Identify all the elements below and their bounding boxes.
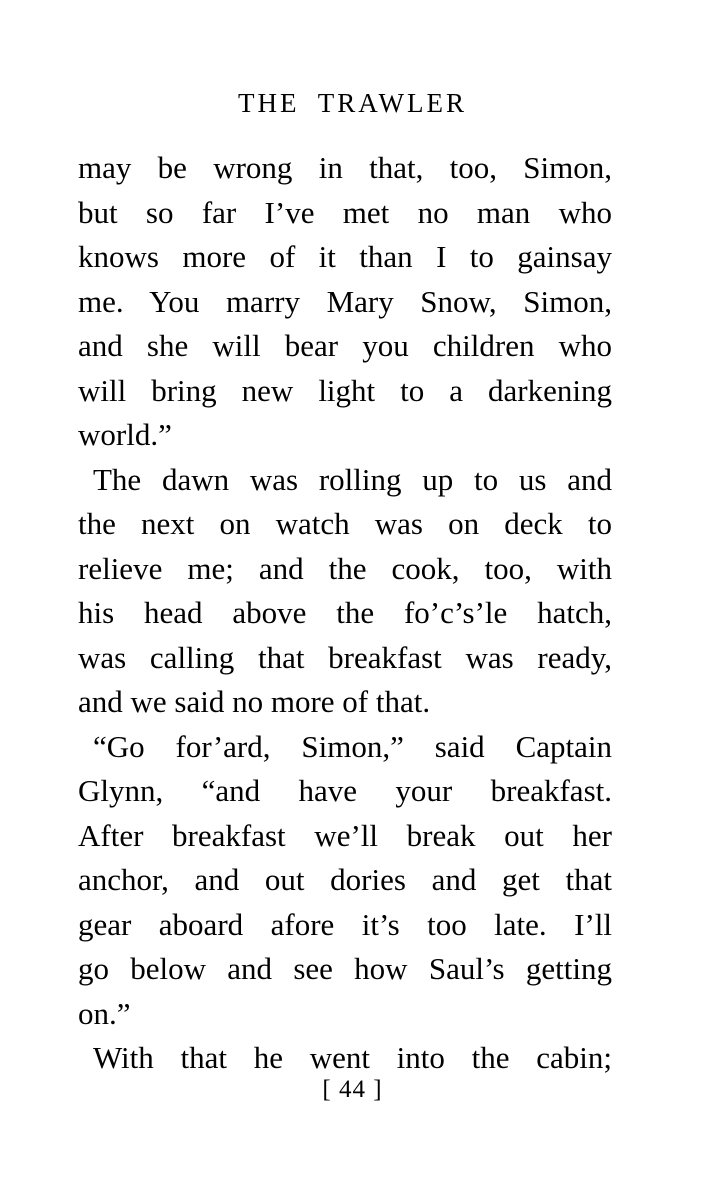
body-text-block xyxy=(78,146,612,1081)
running-head-title: THE TRAWLER xyxy=(237,88,468,118)
text-line: The dawn was rolling up to us and xyxy=(93,461,612,497)
page-number: [ 44 ] xyxy=(322,1076,383,1103)
text-line: knows more of it than I to gainsay xyxy=(78,239,612,274)
text-line: and we said no more of that. xyxy=(78,684,431,719)
text-line: relieve me; and the cook, too, with xyxy=(78,550,612,586)
text-line: world.” xyxy=(78,417,172,452)
text-line: on.” xyxy=(78,995,131,1031)
text-line: his head above the fo’c’s’le hatch, xyxy=(78,595,612,630)
text-line: With that he went into the cabin; xyxy=(93,1040,612,1075)
text-line: but so far I’ve met no man who xyxy=(78,194,612,230)
text-line: Glynn, “and have your breakfast. xyxy=(78,773,612,808)
text-line: will bring new light to a darkening xyxy=(78,372,612,408)
text-line: go below and see how Saul’s getting xyxy=(78,951,612,986)
text-line: gear aboard afore it’s too late. I’ll xyxy=(78,906,612,942)
text-line: was calling that breakfast was ready, xyxy=(78,639,612,675)
text-line: “Go for’ard, Simon,” said Captain xyxy=(93,728,612,764)
text-line: may be wrong in that, too, Simon, xyxy=(78,150,612,185)
text-line: anchor, and out dories and get that xyxy=(78,862,612,897)
text-line: and she will bear you children who xyxy=(78,328,612,363)
text-line: After breakfast we’ll break out her xyxy=(78,817,612,853)
text-line: me. You marry Mary Snow, Simon, xyxy=(78,283,612,319)
text-line: the next on watch was on deck to xyxy=(78,506,612,541)
